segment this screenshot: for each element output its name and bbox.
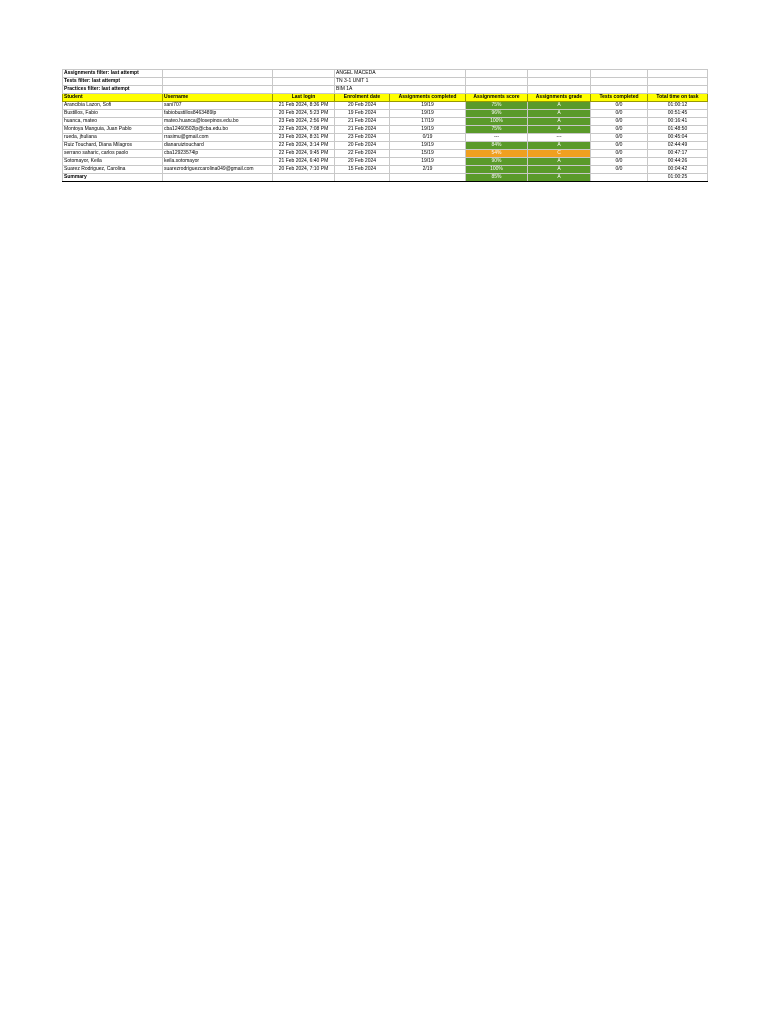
cell-assignments-grade: C [528, 150, 591, 158]
cell-last-login: 22 Feb 2024, 7:08 PM [273, 126, 335, 134]
empty-cell [273, 78, 335, 86]
cell-assignments-completed: 19/19 [390, 158, 466, 166]
empty-cell [528, 86, 591, 94]
cell-tests-completed: 0/0 [591, 134, 648, 142]
cell-tests-completed: 0/0 [591, 110, 648, 118]
empty-cell [591, 78, 648, 86]
column-header-username: Username [163, 94, 273, 102]
table-row [63, 150, 708, 158]
progress-report-table [62, 69, 708, 182]
column-header-tests-completed: Tests completed [591, 94, 648, 102]
cell-assignments-grade: --- [528, 134, 591, 142]
empty-cell [591, 70, 648, 78]
cell-student: serrano saharic, carlos paolo [63, 150, 163, 158]
empty-cell [163, 174, 273, 182]
empty-cell [528, 78, 591, 86]
empty-cell [648, 70, 708, 78]
cell-enrolment-date: 15 Feb 2024 [335, 166, 390, 174]
cell-last-login: 21 Feb 2024, 8:36 PM [273, 102, 335, 110]
cell-student: Suarez Rodriguez, Carolina [63, 166, 163, 174]
filter-label: Assignments filter: last attempt [63, 70, 163, 78]
cell-student: Arancibia Lazon, Sofi [63, 102, 163, 110]
cell-assignments-completed: 19/19 [390, 126, 466, 134]
column-header-last-login: Last login [273, 94, 335, 102]
cell-total-time: 00:16:41 [648, 118, 708, 126]
filter-row [63, 78, 708, 86]
empty-cell [335, 174, 390, 182]
cell-username: sani707 [163, 102, 273, 110]
table-row [63, 102, 708, 110]
cell-enrolment-date: 22 Feb 2024 [335, 150, 390, 158]
column-header-total-time: Total time on task [648, 94, 708, 102]
cell-enrolment-date: 21 Feb 2024 [335, 118, 390, 126]
cell-enrolment-date: 23 Feb 2024 [335, 134, 390, 142]
cell-tests-completed: 0/0 [591, 142, 648, 150]
cell-assignments-completed: 0/19 [390, 134, 466, 142]
cell-username: cba12460502lp@cba.edu.bo [163, 126, 273, 134]
empty-cell [163, 86, 273, 94]
cell-last-login: 21 Feb 2024, 6:40 PM [273, 158, 335, 166]
summary-row [63, 174, 708, 182]
cell-total-time: 00:04:42 [648, 166, 708, 174]
filter-value: TN 3-1 UNIT 1 [335, 78, 466, 86]
cell-last-login: 23 Feb 2024, 8:31 PM [273, 134, 335, 142]
cell-username: fabiobustillos8463489lp [163, 110, 273, 118]
cell-student: rueda, jhuliana [63, 134, 163, 142]
filter-row [63, 86, 708, 94]
cell-enrolment-date: 19 Feb 2024 [335, 110, 390, 118]
cell-assignments-score: 84% [466, 142, 528, 150]
cell-assignments-score: 75% [466, 102, 528, 110]
empty-cell [273, 70, 335, 78]
filter-value: ANGEL MACEDA [335, 70, 466, 78]
column-header-enrolment-date: Enrolment date [335, 94, 390, 102]
summary-score: 85% [466, 174, 528, 182]
filter-value: BIM 1A [335, 86, 466, 94]
cell-username: mateo.huanca@losepinos.edu.bo [163, 118, 273, 126]
table-row [63, 142, 708, 150]
cell-assignments-completed: 19/19 [390, 110, 466, 118]
cell-tests-completed: 0/0 [591, 158, 648, 166]
cell-total-time: 00:44:26 [648, 158, 708, 166]
table-row [63, 118, 708, 126]
cell-assignments-grade: A [528, 118, 591, 126]
column-header-student: Student [63, 94, 163, 102]
empty-cell [163, 78, 273, 86]
filter-label: Practices filter: last attempt [63, 86, 163, 94]
summary-grade: A [528, 174, 591, 182]
table-body [63, 70, 708, 182]
cell-assignments-grade: A [528, 126, 591, 134]
cell-assignments-score: 100% [466, 118, 528, 126]
cell-last-login: 22 Feb 2024, 3:14 PM [273, 142, 335, 150]
cell-total-time: 01:48:50 [648, 126, 708, 134]
empty-cell [591, 174, 648, 182]
cell-last-login: 22 Feb 2024, 9:45 PM [273, 150, 335, 158]
column-header-assignments-score: Assignments score [466, 94, 528, 102]
cell-tests-completed: 0/0 [591, 102, 648, 110]
cell-last-login: 23 Feb 2024, 2:56 PM [273, 118, 335, 126]
cell-username: dianaruiztouchard [163, 142, 273, 150]
empty-cell [273, 174, 335, 182]
cell-assignments-score: 54% [466, 150, 528, 158]
cell-total-time: 00:47:17 [648, 150, 708, 158]
cell-tests-completed: 0/0 [591, 126, 648, 134]
cell-assignments-score: 100% [466, 166, 528, 174]
cell-assignments-completed: 17/19 [390, 118, 466, 126]
cell-assignments-completed: 15/19 [390, 150, 466, 158]
cell-username: cba12923574lp [163, 150, 273, 158]
cell-assignments-grade: A [528, 166, 591, 174]
empty-cell [466, 70, 528, 78]
cell-assignments-completed: 19/19 [390, 102, 466, 110]
table-row [63, 158, 708, 166]
filter-label: Tests filter: last attempt [63, 78, 163, 86]
empty-cell [648, 86, 708, 94]
cell-assignments-grade: A [528, 102, 591, 110]
cell-tests-completed: 0/0 [591, 150, 648, 158]
cell-student: huanca, mateo [63, 118, 163, 126]
filter-row [63, 70, 708, 78]
empty-cell [273, 86, 335, 94]
cell-tests-completed: 0/0 [591, 118, 648, 126]
cell-student: Ruiz Touchard, Diana Milagros [63, 142, 163, 150]
summary-total-time: 01:00:25 [648, 174, 708, 182]
cell-enrolment-date: 20 Feb 2024 [335, 142, 390, 150]
column-header-assignments-grade: Assignments grade [528, 94, 591, 102]
table-row [63, 126, 708, 134]
empty-cell [591, 86, 648, 94]
column-header-assignments-completed: Assignments completed [390, 94, 466, 102]
empty-cell [466, 78, 528, 86]
cell-assignments-score: 96% [466, 110, 528, 118]
cell-student: Bustillos, Fabio [63, 110, 163, 118]
cell-assignments-completed: 19/19 [390, 142, 466, 150]
cell-tests-completed: 0/0 [591, 166, 648, 174]
empty-cell [648, 78, 708, 86]
table-row [63, 166, 708, 174]
cell-total-time: 00:45:04 [648, 134, 708, 142]
cell-assignments-grade: A [528, 142, 591, 150]
empty-cell [163, 70, 273, 78]
cell-assignments-score: --- [466, 134, 528, 142]
empty-cell [466, 86, 528, 94]
cell-student: Sotomayor, Keila [63, 158, 163, 166]
cell-username: keila.sotomayor [163, 158, 273, 166]
cell-enrolment-date: 20 Feb 2024 [335, 158, 390, 166]
summary-label: Summary [63, 174, 163, 182]
table-row [63, 110, 708, 118]
empty-cell [390, 174, 466, 182]
cell-assignments-grade: A [528, 110, 591, 118]
cell-assignments-completed: 2/19 [390, 166, 466, 174]
cell-assignments-grade: A [528, 158, 591, 166]
cell-assignments-score: 75% [466, 126, 528, 134]
cell-total-time: 00:51:45 [648, 110, 708, 118]
cell-last-login: 20 Feb 2024, 7:10 PM [273, 166, 335, 174]
cell-total-time: 02:44:49 [648, 142, 708, 150]
empty-cell [528, 70, 591, 78]
cell-student: Montoya Manguia, Juan Pablo [63, 126, 163, 134]
table-row [63, 134, 708, 142]
cell-assignments-score: 90% [466, 158, 528, 166]
cell-enrolment-date: 20 Feb 2024 [335, 102, 390, 110]
cell-total-time: 01:00:12 [648, 102, 708, 110]
cell-username: rrasimu@gmail.com [163, 134, 273, 142]
cell-enrolment-date: 21 Feb 2024 [335, 126, 390, 134]
cell-username: suarezrodriguezcarolina049@gmail.com [163, 166, 273, 174]
cell-last-login: 20 Feb 2024, 5:23 PM [273, 110, 335, 118]
column-header-row [63, 94, 708, 102]
